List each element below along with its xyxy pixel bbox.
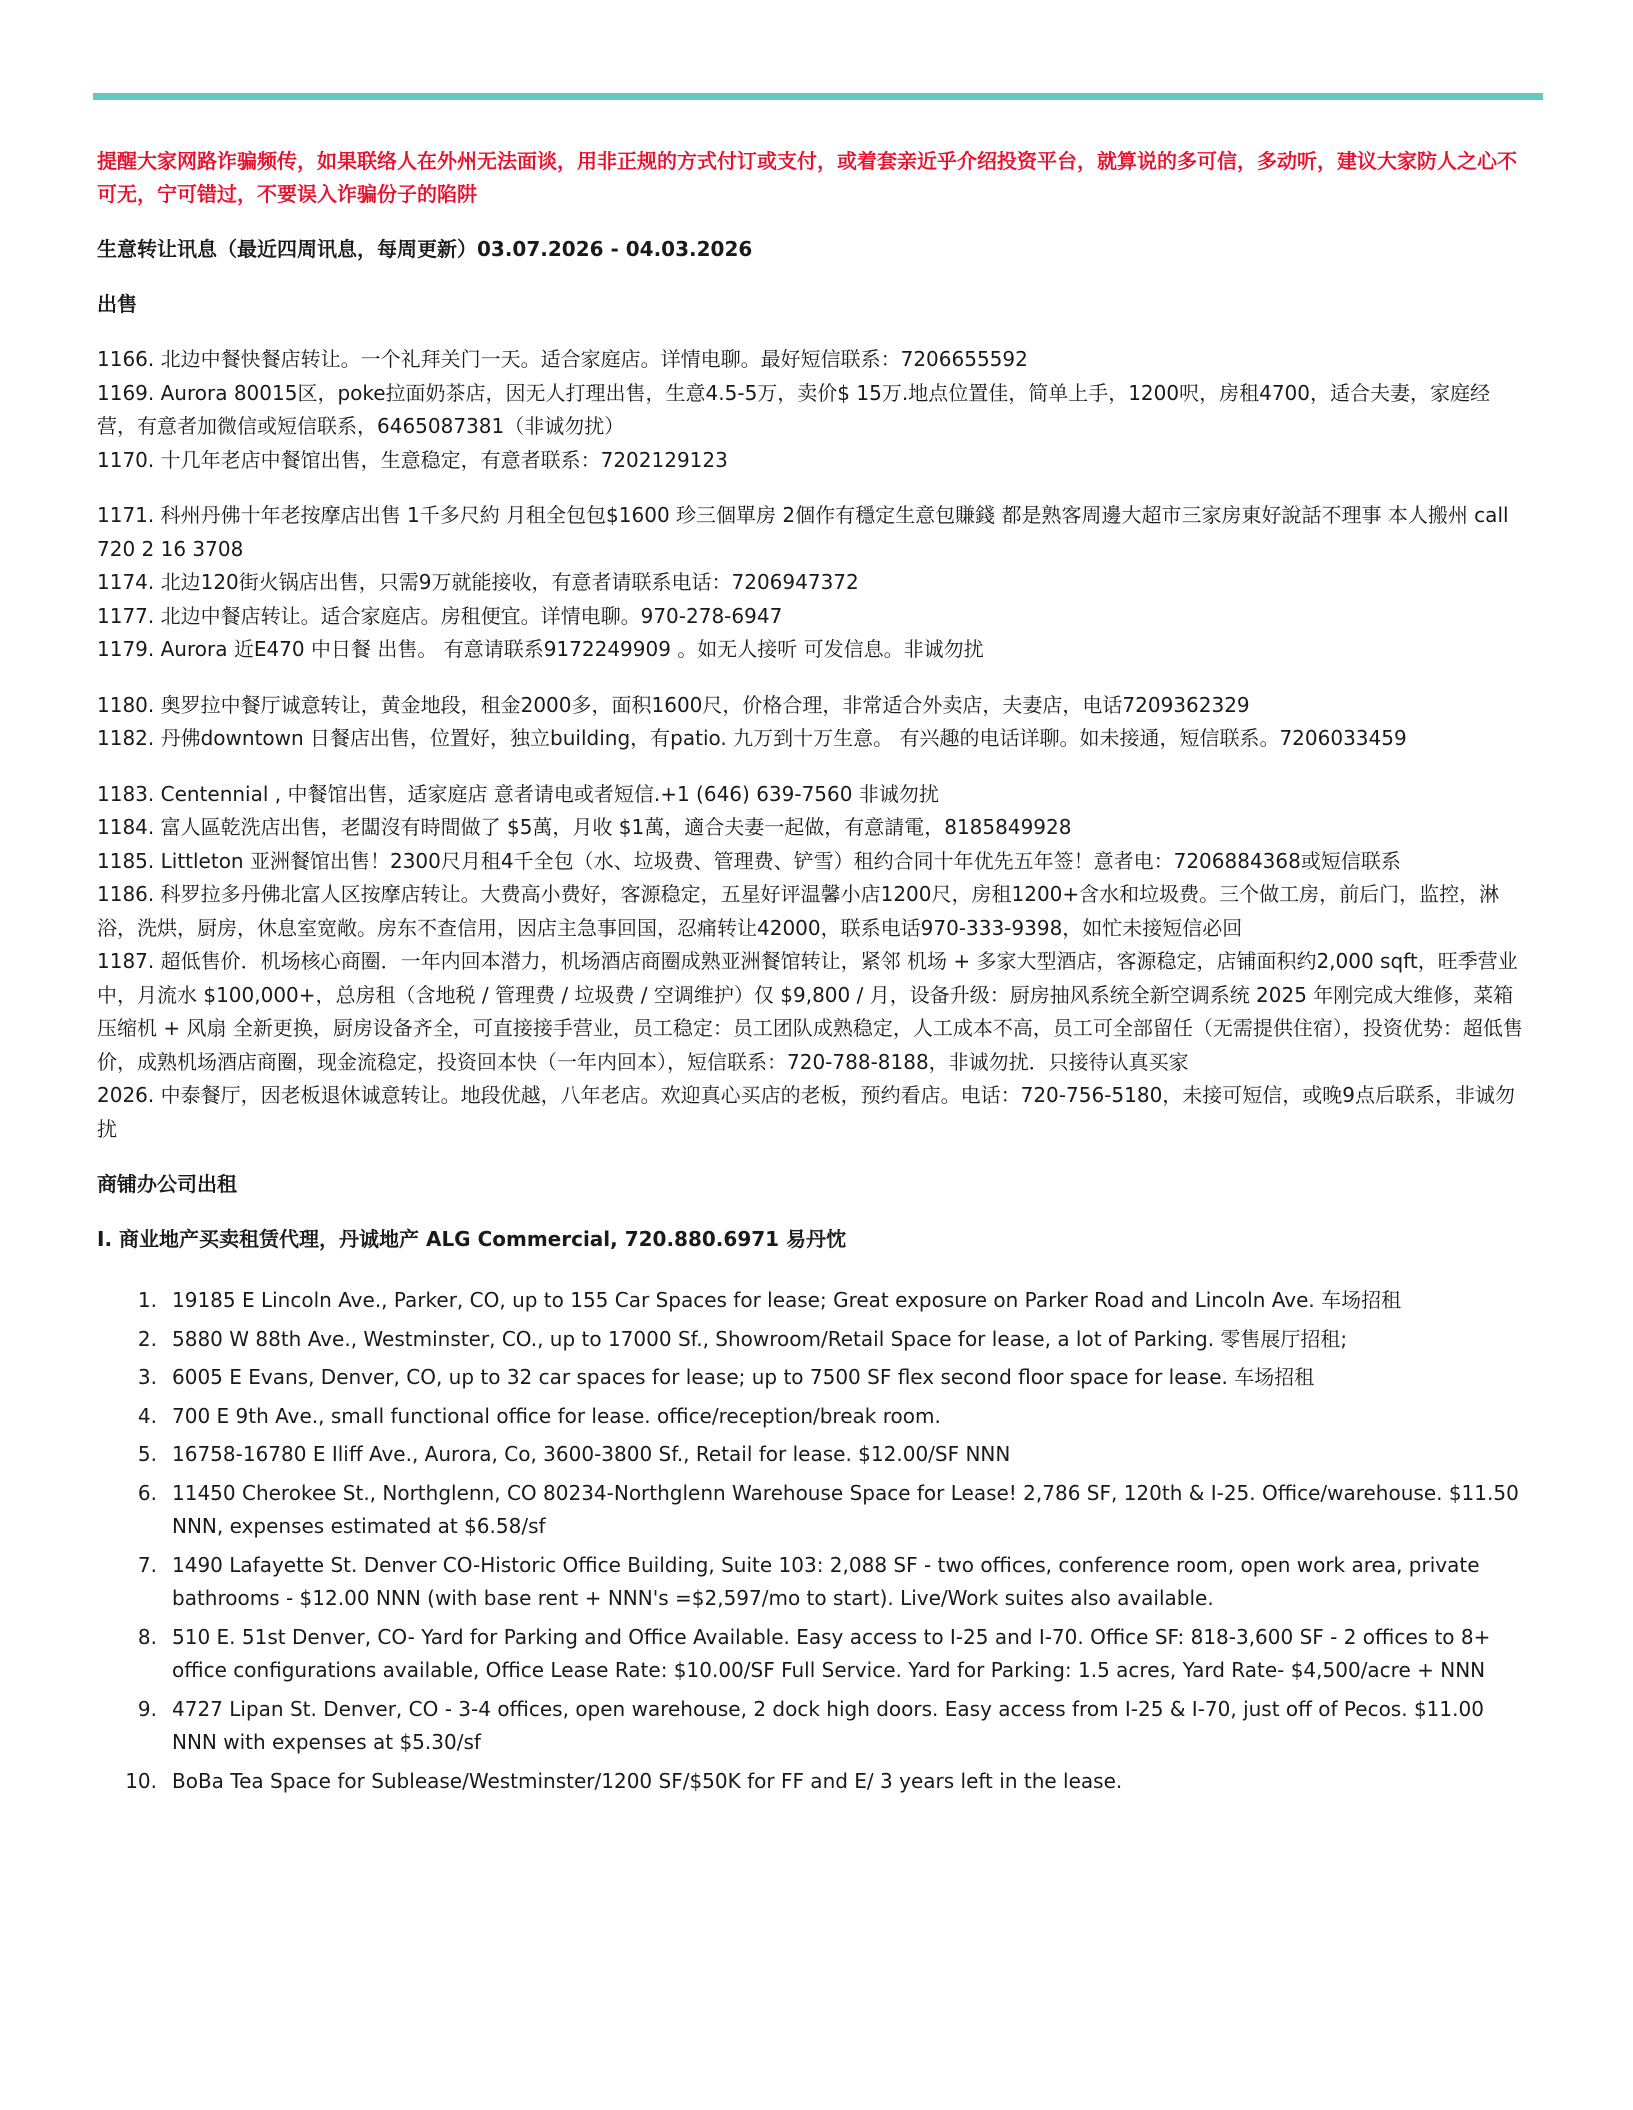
sale-item: 1166. 北边中餐快餐店转让。一个礼拜关门一天。适合家庭店。详情电聊。最好短信联系：7206655592 (97, 347, 1028, 371)
sale-item: 1180. 奥罗拉中餐厅诚意转让，黄金地段，租金2000多，面积1600尺，价格合理，非常适合外卖店，夫妻店，电话7209362329 (97, 692, 1250, 717)
listing-text: 1490 Lafayette St. Denver CO-Historic Office Building, Suite 103: 2,088 SF - two offices, conference room, open work area, private bathrooms - $12.00 NNN (with base rent + NNN's =$2,597/mo to start). Live/Work suites also available. (172, 1552, 1480, 1610)
listing-item (97, 1477, 1527, 1544)
listing-item (97, 1284, 1527, 1318)
sale-group (97, 778, 1527, 1147)
sale-group (97, 343, 1527, 477)
listing-item (97, 1438, 1527, 1472)
listing-text: 700 E 9th Ave., small functional office for lease. office/reception/break room. (172, 1403, 941, 1428)
sale-group (97, 689, 1527, 756)
listing-text: 16758-16780 E Iliff Ave., Aurora, Co, 3600-3800 Sf., Retail for lease. $12.00/SF NNN (172, 1442, 1011, 1466)
sale-item: 2026. 中泰餐厅，因老板退休诚意转让。地段优越，八年老店。欢迎真心买店的老板，预约看店。电话：720-756-5180，未接可短信，或晚9点后联系，非诚勿扰 (97, 1083, 1516, 1141)
listing-number: 6. (137, 1480, 157, 1505)
listing-item (97, 1400, 1527, 1434)
sale-item: 1179. Aurora 近E470 中日餐 出售。 有意请联系9172249909 。如无人接听 可发信息。非诚勿扰 (97, 637, 984, 661)
listing-item (97, 1621, 1527, 1688)
fraud-warning: 提醒大家网路诈骗频传，如果联络人在外州无法面谈，用非正规的方式付订或支付，或着套亲近乎介绍投资平台，就算说的多可信，多动听，建议大家防人之心不可无，宁可错过，不要误入诈骗份子的陷阱 (97, 149, 1517, 206)
sale-item: 1183. Centennial , 中餐馆出售，适家庭店 意者请电或者短信.+1 (646) 639-7560 非诚勿扰 (97, 781, 939, 806)
sale-item: 1170. 十几年老店中餐馆出售，生意稳定，有意者联系：7202129123 (97, 447, 728, 472)
listing-item (97, 1549, 1527, 1616)
listing-number: 5. (137, 1442, 157, 1466)
listing-text: BoBa Tea Space for Sublease/Westminster/1200 SF/$50K for FF and E/ 3 years left in the lease. (172, 1768, 1123, 1793)
info-heading: 生意转让讯息（最近四周讯息，每周更新）03.07.2026 - 04.03.2026 (97, 237, 753, 261)
listing-item (97, 1765, 1527, 1799)
listing-text: 5880 W 88th Ave., Westminster, CO., up to 17000 Sf., Showroom/Retail Space for lease, a lot of Parking. 零售展厅招租; (172, 1326, 1348, 1351)
listing-number: 7. (137, 1552, 157, 1577)
listing-number: 3. (137, 1365, 157, 1389)
top-divider (93, 93, 1543, 100)
listing-text: 4727 Lipan St. Denver, CO - 3-4 offices, open warehouse, 2 dock high doors. Easy access from I-25 & I-70, just off of Pecos. $11.00 NNN with expenses at $5.30/sf (172, 1696, 1484, 1754)
listing-text: 510 E. 51st Denver, CO- Yard for Parking and Office Available. Easy access to I-25 and I-70. Office SF: 818-3,600 SF - 2 offices to 8+ office configurations available, Office Lease Rate: $10.00/SF Full Service. Yard for Parking: 1.5 acres, Yard Rate- $4,500/acre + NNN (172, 1624, 1491, 1682)
document-content (97, 145, 1527, 1803)
listing-item (97, 1361, 1527, 1395)
sale-item: 1185. Littleton 亚洲餐馆出售！2300尺月租4千全包（水、垃圾费、管理费、铲雪）租约合同十年优先五年签！意者电：7206884368或短信联系 (97, 848, 1401, 873)
listing-text: 6005 E Evans, Denver, CO, up to 32 car spaces for lease; up to 7500 SF flex second floor space for lease. 车场招租 (172, 1365, 1315, 1389)
listing-number: 1. (137, 1288, 157, 1312)
listing-text: 11450 Cherokee St., Northglenn, CO 80234-Northglenn Warehouse Space for Lease! 2,786 SF, 120th & I-25. Office/warehouse. $11.50 NNN, expenses estimated at $6.58/sf (172, 1480, 1519, 1538)
listing-number: 4. (137, 1403, 157, 1428)
listing-item (97, 1693, 1527, 1760)
rental-listings (97, 1284, 1527, 1798)
listing-item (97, 1323, 1527, 1357)
listing-number: 9. (137, 1696, 157, 1721)
sale-group (97, 499, 1527, 667)
listing-number: 2. (137, 1326, 157, 1351)
sale-item: 1174. 北边120街火锅店出售，只需9万就能接收，有意者请联系电话：7206947372 (97, 570, 859, 594)
listing-number: 8. (137, 1624, 157, 1649)
sale-item: 1184. 富人區乾洗店出售，老闆沒有時間做了 $5萬，月收 $1萬，適合夫妻一起做，有意請電，8185849928 (97, 815, 1072, 839)
sale-item: 1169. Aurora 80015区，poke拉面奶茶店，因无人打理出售，生意4.5-5万，卖价$ 15万.地点位置佳，简单上手，1200呎，房租4700，适合夫妻，家庭经营，有意者加微信或短信联系，6465087381（非诚勿扰） (97, 380, 1490, 438)
listing-text: 19185 E Lincoln Ave., Parker, CO, up to 155 Car Spaces for lease; Great exposure on Parker Road and Lincoln Ave. 车场招租 (172, 1288, 1402, 1312)
sale-heading: 出售 (97, 292, 137, 316)
rental-heading: 商铺办公司出租 (97, 1172, 237, 1196)
sale-item: 1186. 科罗拉多丹佛北富人区按摩店转让。大费高小费好，客源稳定，五星好评温馨小店1200尺，房租1200+含水和垃圾费。三个做工房，前后门，监控，淋浴，洗烘，厨房，休息室宽敞。房东不查信用，因店主急事回国，忍痛转让42000，联系电话970-333-9398，如忙未接短信必回 (97, 882, 1500, 940)
sale-item: 1182. 丹佛downtown 日餐店出售，位置好，独立building，有patio. 九万到十万生意。 有兴趣的电话详聊。如未接通，短信联系。7206033459 (97, 726, 1407, 750)
sale-item: 1187. 超低售价．机场核心商圈．一年内回本潜力，机场酒店商圈成熟亚洲餐馆转让，紧邻 机场 + 多家大型酒店，客源稳定，店铺面积约2,000 sqft，旺季营业中，月流水 $100,000+，总房租（含地税 / 管理费 / 垃圾费 / 空调维护）仅 $9,800 / 月，设备升级：厨房抽风系统全新空调系统 2025 年刚完成大维修，菜箱压缩机 + 风扇 全新更换，厨房设备齐全，可直接接手营业，员工稳定：员工团队成熟稳定，人工成本不高，员工可全部留任（无需提供住宿），投资优势：超低售价，成熟机场酒店商圈，现金流稳定，投资回本快（一年内回本），短信联系：720-788-8188，非诚勿扰．只接待认真买家 (97, 949, 1523, 1074)
agent-heading: I. 商业地产买卖租赁代理，丹诚地产 ALG Commercial, 720.880.6971 易丹忱 (97, 1227, 847, 1251)
listing-number: 10. (125, 1768, 157, 1793)
sale-item: 1171. 科州丹佛十年老按摩店出售 1千多尺約 月租全包包$1600 珍三個單房 2個作有穩定生意包賺錢 都是熟客周邊大超市三家房東好說話不理事 本人搬州 call 720 2 16 3708 (97, 503, 1509, 561)
sale-item: 1177. 北边中餐店转让。适合家庭店。房租便宜。详情电聊。970-278-6947 (97, 603, 783, 628)
